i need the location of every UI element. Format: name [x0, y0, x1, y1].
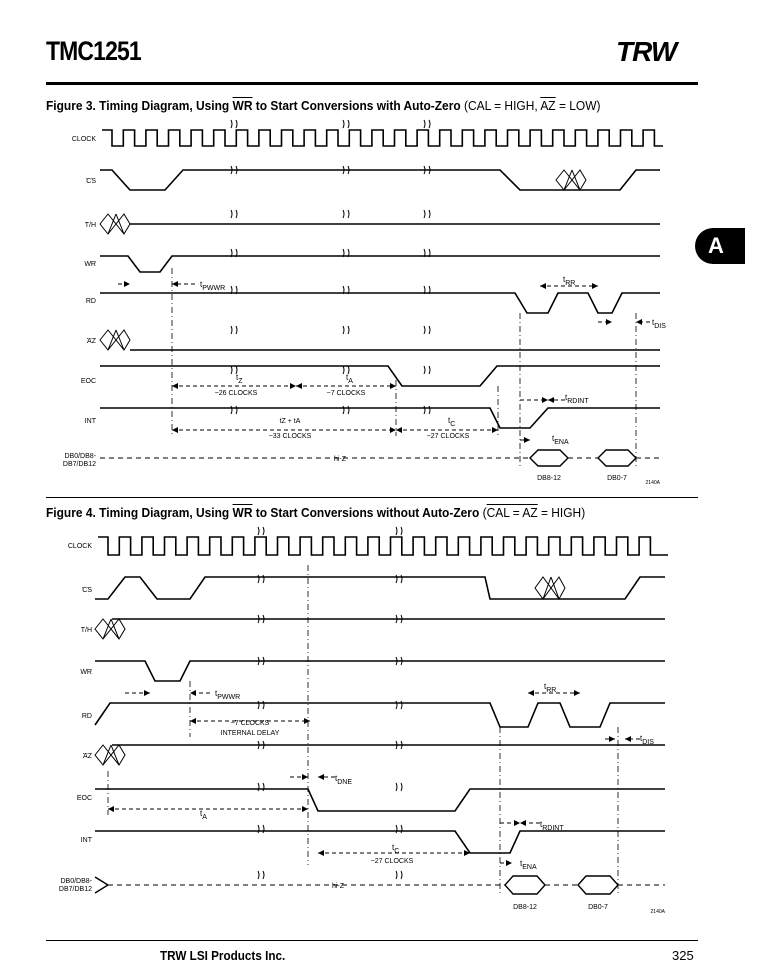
- fig3-tc-arrow-head-left: [396, 427, 402, 433]
- fig4-trdint-arrow-r-head: [520, 820, 526, 826]
- fig3-label-rd: RD: [85, 298, 96, 305]
- fig4-cs-wave: [95, 577, 665, 599]
- fig3-ta-arrow-head-left: [296, 383, 302, 389]
- fig4-label-rd: RD: [81, 713, 92, 720]
- fig3-cs-hatch: [556, 170, 586, 190]
- fig4-internal-arrow-head-right: [304, 718, 310, 724]
- fig4-tena: tENA: [520, 859, 537, 871]
- fig4-clock-wave: [98, 537, 668, 555]
- fig3-tdis-arrow-l-head: [606, 319, 612, 325]
- fig4-label-db-a: DB0/DB8-: [60, 878, 92, 885]
- fig3-int-wave: [100, 408, 660, 428]
- fig4-trr: tRR: [544, 682, 557, 694]
- fig4-trdint-arrow-l-head: [514, 820, 520, 826]
- fig3-tz-arrow-head-left: [172, 383, 178, 389]
- footer-page-number: 325: [672, 948, 694, 963]
- fig4-label-clock: CLOCK: [67, 543, 92, 550]
- figure3-title-pre: Figure 3. Timing Diagram, Using: [46, 98, 233, 113]
- figure3-title-ol: $\overline{WR}$: [232, 98, 253, 113]
- figure4-cond-pre: (: [479, 505, 487, 520]
- fig4-label-eoc: EOC: [76, 795, 92, 802]
- fig3-tza: tZ + tA: [279, 418, 301, 425]
- fig3-break-0-1: [231, 210, 237, 218]
- fig4-tc-arrow-head-left: [318, 850, 324, 856]
- figure4-title-ol: $\overline{WR}$: [232, 505, 253, 520]
- fig3-label-th: T/H: [84, 222, 96, 229]
- fig3-wr-arrow-l-head: [124, 281, 130, 287]
- fig4-break-1-7: [396, 871, 402, 879]
- fig3-trr-arrow-head-left: [540, 283, 546, 289]
- figure3-timing-diagram: [0, 118, 771, 498]
- fig3-tz: tZ: [236, 373, 243, 385]
- page-header-title: TMC1251: [46, 36, 141, 66]
- fig4-rd-wave: [95, 703, 665, 727]
- figure4-title: [46, 505, 585, 520]
- fig4-db-lo: DB0-7: [588, 904, 608, 911]
- figure4-timing-diagram: [0, 525, 771, 925]
- fig4-eoc-wave: [95, 789, 665, 811]
- fig3-clock-wave-break-2: [424, 120, 430, 128]
- fig3-hiz: hi-Z: [333, 456, 347, 463]
- fig4-clock-wave-break-0: [258, 527, 264, 535]
- figure3-title: [46, 98, 600, 113]
- fig3-tdis: tDIS: [652, 318, 666, 330]
- fig4-tc: tC: [392, 843, 400, 855]
- fig3-tdis-arrow-r-head: [636, 319, 642, 325]
- fig3-db-lo: DB0-7: [607, 475, 627, 482]
- fig4-cs-hatch: [535, 577, 565, 599]
- fig4-hiz: hi-Z: [331, 883, 345, 890]
- figure3-cond-pre: (CAL = HIGH,: [460, 98, 541, 113]
- fig4-ta: tA: [200, 809, 207, 821]
- fig3-break-0-5: [231, 366, 237, 374]
- fig4-break-1-5: [396, 783, 402, 791]
- fig4-label-cs: CS: [82, 587, 92, 594]
- fig4-tdis-arrow-l-head: [609, 736, 615, 742]
- fig3-trdint-arrow-l-head: [542, 397, 548, 403]
- fig4-th-hatch: [95, 619, 125, 639]
- fig4-internal-delay: INTERNAL DELAY: [220, 730, 280, 737]
- fig4-tdis-arrow-r-head: [625, 736, 631, 742]
- fig4-label-db-b: DB7/DB12: [58, 886, 92, 893]
- fig3-break-2-4: [424, 326, 430, 334]
- fig4-break-0-7: [258, 871, 264, 879]
- fig3-break-1-4: [343, 326, 349, 334]
- figure4-cond-post: = HIGH): [537, 505, 586, 520]
- header-rule: [46, 82, 698, 85]
- figure4-condition: [479, 505, 585, 520]
- fig3-break-0-4: [231, 326, 237, 334]
- fig3-db-lo-bus: [598, 450, 636, 466]
- fig3-tz-clocks: ~26 CLOCKS: [214, 390, 258, 397]
- fig3-tc-clocks: ~27 CLOCKS: [426, 433, 470, 440]
- figure3-condition: [461, 98, 601, 113]
- fig4-tpwwr: tPWWR: [215, 689, 241, 701]
- fig3-trr: tRR: [563, 275, 576, 287]
- figure3-cond-post: = LOW): [555, 98, 601, 113]
- fig4-int-wave: [95, 831, 665, 853]
- fig3-wr-wave: [100, 256, 660, 272]
- figure4-title-post: to Start Conversions without Auto-Zero: [252, 505, 480, 520]
- fig4-tena-arrow-head: [506, 860, 512, 866]
- fig3-clock-wave-break-1: [343, 120, 349, 128]
- fig3-break-2-1: [424, 210, 430, 218]
- fig3-clock-wave: [102, 130, 663, 146]
- fig4-trr-arrow-head-right: [574, 690, 580, 696]
- fig3-tz-arrow-head-right: [290, 383, 296, 389]
- fig3-label-wr: WR: [84, 261, 96, 268]
- fig3-db-hi: DB8-12: [537, 475, 561, 482]
- fig4-label-th: T/H: [80, 627, 92, 634]
- fig3-wr-arrow-r-head: [172, 281, 178, 287]
- fig3-label-int: INT: [84, 418, 96, 425]
- fig3-label-cs: CS: [86, 178, 96, 185]
- fig3-label-db-a: DB0/DB8-: [64, 453, 96, 460]
- fig3-clock-wave-break-0: [231, 120, 237, 128]
- fig3-tena: tENA: [552, 434, 569, 446]
- fig3-ta: tA: [346, 373, 353, 385]
- fig3-trdint-arrow-r-head: [548, 397, 554, 403]
- trw-logo: TRW: [616, 36, 677, 67]
- fig3-trr-arrow-head-right: [592, 283, 598, 289]
- fig3-tza-clocks: ~33 CLOCKS: [268, 433, 312, 440]
- fig4-tdne-arrow-r-head: [318, 774, 324, 780]
- footer-rule: [46, 940, 698, 941]
- figure3-title-post: to Start Conversions with Auto-Zero: [252, 98, 461, 113]
- fig3-trdint: tRDINT: [565, 393, 589, 405]
- fig3-tc: tC: [448, 416, 456, 428]
- fig4-trdint: tRDINT: [540, 820, 564, 832]
- fig3-break-2-5: [424, 366, 430, 374]
- fig3-tena-arrow-head: [524, 437, 530, 443]
- fig3-label-clock: CLOCK: [71, 136, 96, 143]
- fig3-code: 2140A: [645, 480, 660, 486]
- fig4-db-hi-bus: [505, 876, 545, 894]
- figure4-cond-ol: CAL = AZ: [486, 505, 538, 520]
- fig4-tdne: tDNE: [335, 774, 353, 786]
- fig3-ta-clocks: ~7 CLOCKS: [326, 390, 366, 397]
- fig4-label-az: AZ: [83, 753, 92, 760]
- fig4-wr-wave: [95, 661, 665, 681]
- fig3-tc-arrow-head-right: [492, 427, 498, 433]
- fig3-rd-wave: [100, 293, 660, 313]
- fig4-label-int: INT: [80, 837, 92, 844]
- fig3-label-az: AZ: [87, 338, 96, 345]
- fig4-db-lo-bus: [578, 876, 618, 894]
- section-tab-letter: A: [708, 233, 724, 258]
- fig4-wr-arrow-r-head: [190, 690, 196, 696]
- fig4-internal-arrow-head-left: [190, 718, 196, 724]
- fig4-az-hatch: [95, 745, 125, 765]
- fig3-ta-arrow-head-right: [390, 383, 396, 389]
- fig3-break-1-1: [343, 210, 349, 218]
- fig3-db-hi-bus: [530, 450, 568, 466]
- fig4-clock-wave-break-1: [396, 527, 402, 535]
- fig4-ta-arrow-head-right: [302, 806, 308, 812]
- fig3-az-hatch: [100, 330, 130, 350]
- fig4-internal-clocks: ~7 CLOCKS: [230, 720, 270, 727]
- fig4-tdis: tDIS: [640, 734, 654, 746]
- fig3-tza-arrow-head-right: [390, 427, 396, 433]
- fig4-wr-arrow-l-head: [144, 690, 150, 696]
- fig4-db-start: [95, 877, 108, 893]
- fig3-eoc-wave: [100, 366, 660, 386]
- fig3-tza-arrow-head-left: [172, 427, 178, 433]
- fig4-tdne-arrow-l-head: [302, 774, 308, 780]
- fig4-ta-arrow-head-left: [108, 806, 114, 812]
- fig3-th-hatch: [100, 214, 130, 234]
- fig4-code: 2140A: [650, 909, 665, 915]
- footer-company: TRW LSI Products Inc.: [160, 948, 286, 963]
- fig4-db-hi: DB8-12: [513, 904, 537, 911]
- figure-separator: [46, 497, 698, 498]
- fig4-label-wr: WR: [80, 669, 92, 676]
- fig4-tc-clocks: ~27 CLOCKS: [370, 858, 414, 865]
- figure4-title-pre: Figure 4. Timing Diagram, Using: [46, 505, 233, 520]
- figure3-cond-ol: $\overline{AZ}$: [540, 98, 556, 113]
- fig4-trr-arrow-head-left: [528, 690, 534, 696]
- fig3-label-eoc: EOC: [80, 378, 96, 385]
- fig3-label-db-b: DB7/DB12: [62, 461, 96, 468]
- fig3-tpwwr: tPWWR: [200, 280, 226, 292]
